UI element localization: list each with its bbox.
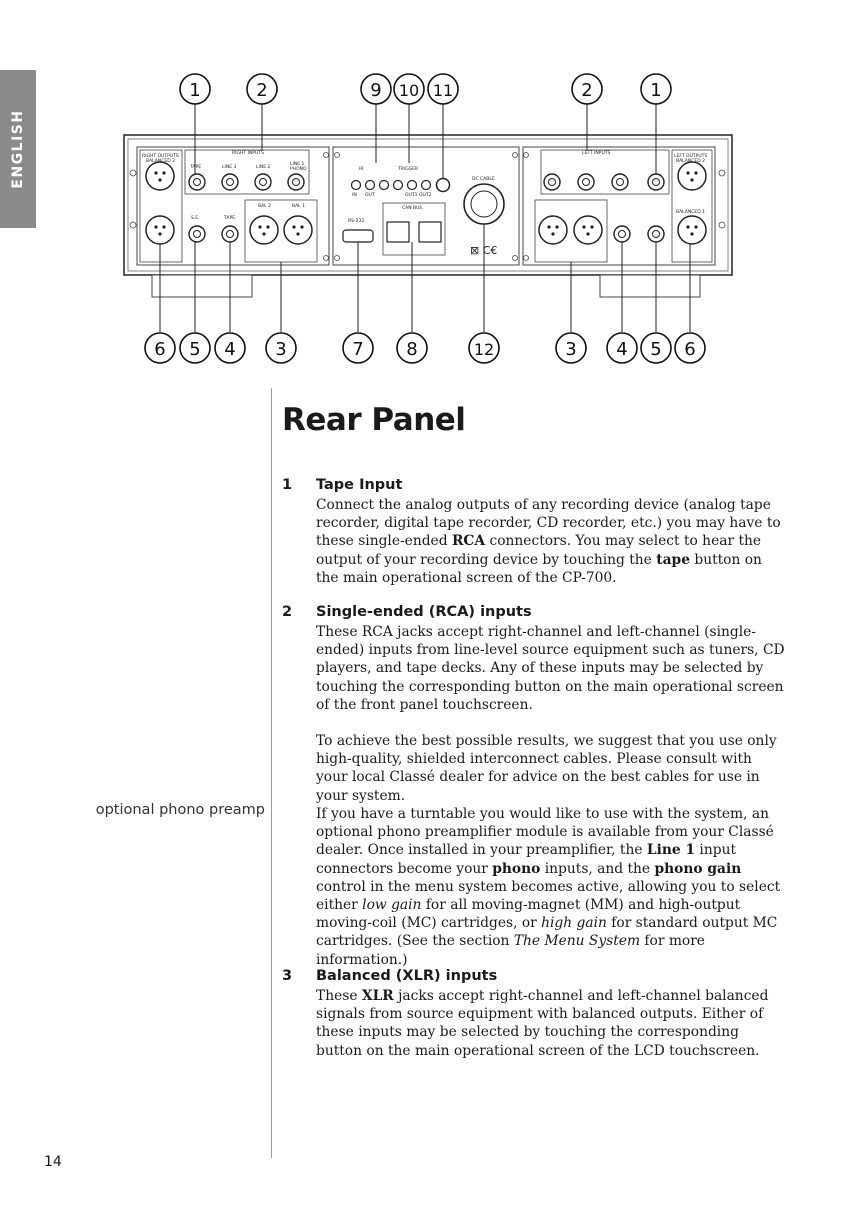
label-left-inputs: LEFT INPUTS	[582, 151, 611, 156]
rs232-port	[343, 230, 373, 242]
ce-mark: ⊠ C€	[470, 244, 498, 257]
section-paragraph: Connect the analog outputs of any recording device (analog tape recorder, digital tape recorder, CD recorder, etc.) you may have to these single-ended RCA connectors. You may select to hear the output of your recording device by touching the tape button on the main operational screen of the CP-700.	[316, 497, 781, 586]
rear-panel-diagram	[0, 70, 868, 370]
callout-bottom-4b: 4	[616, 339, 628, 360]
can-in-port	[387, 222, 409, 242]
callout-top-10: 10	[398, 81, 420, 100]
label-tape: TAPE	[190, 165, 202, 170]
ground-post	[437, 179, 450, 192]
language-tab-label: ENGLISH	[10, 109, 26, 189]
callout-bottom-6: 6	[154, 339, 166, 360]
label-right-outputs: RIGHT OUTPUTS	[142, 154, 179, 159]
page-number: 14	[44, 1154, 62, 1170]
section-paragraph: These XLR jacks accept right-channel and left-channel balanced signals from source equipment with balanced outputs. Either of these inputs may be selected by touching the corresponding button on the main operational screen of the LCD touchscreen.	[316, 988, 769, 1059]
label-phono: PHONO	[290, 167, 307, 172]
callout-bottom-4: 4	[224, 339, 236, 360]
label-line2: LINE 2	[256, 165, 271, 170]
page-title: Rear Panel	[282, 402, 466, 438]
label-in: IN	[352, 193, 357, 198]
callout-bottom-6b: 6	[684, 339, 696, 360]
label-bal2: BAL 2	[258, 204, 271, 209]
label-ir: IR	[359, 167, 364, 172]
label-trigger: TRIGGER	[398, 167, 419, 172]
section-heading: Single-ended (RCA) inputs	[316, 604, 532, 620]
margin-note: optional phono preamp	[95, 802, 265, 818]
callout-bottom-8: 8	[406, 339, 418, 360]
section-heading: Balanced (XLR) inputs	[316, 968, 498, 984]
label-out2: OUT2	[419, 193, 432, 198]
foot-right	[600, 275, 700, 297]
label-can-bus: CAN BUS	[402, 206, 423, 211]
callout-top-2b: 2	[581, 80, 593, 101]
can-out-port	[419, 222, 441, 242]
foot-left	[152, 275, 252, 297]
section-number: 3	[282, 968, 293, 984]
callout-bottom-7: 7	[352, 339, 364, 360]
callout-top-2: 2	[256, 80, 268, 101]
label-out: OUT	[365, 193, 375, 198]
callout-bottom-3b: 3	[565, 339, 577, 360]
label-line3: LINE 3	[222, 165, 237, 170]
section-paragraph: These RCA jacks accept right-channel and left-channel (single-ended) inputs from line-level source equipment such as tuners, CD players, and tape decks. Any of these inputs may be selected by touching the corresponding button on the main operational screen of the front panel touchscreen.	[316, 624, 785, 713]
label-balanced-1: BALANCED 1	[676, 210, 705, 215]
section-paragraph: To achieve the best possible results, we suggest that you use only high-quality, shielded interconnect cables. Please consult with your local Classé dealer for advice on the best cables for use in your system.	[316, 733, 777, 804]
label-out1: OUT1	[405, 193, 418, 198]
column-divider	[271, 388, 272, 1158]
label-tape2: TAPE	[224, 216, 236, 221]
section-number: 1	[282, 477, 293, 493]
label-line1: LINE 1	[290, 162, 305, 167]
callout-circles-top	[180, 74, 671, 104]
section-heading: Tape Input	[316, 477, 403, 493]
label-bal1: BAL 1	[292, 204, 305, 209]
dc-cable-connector	[464, 184, 504, 224]
section-paragraph: If you have a turntable you would like to use with the system, an optional phono preamplifier module is available from your Classé dealer. Once installed in your preamplifier, the Line 1 input connectors become your phono inputs, and the phono gain control in the menu system becomes active, allowing you to select either low gain for all moving-magnet (MM) and high-output moving-coil (MC) cartridges, or high gain for standard output MC cartridges. (See the section The Menu System for more information.)	[316, 806, 781, 968]
label-left-outputs: LEFT OUTPUTS	[674, 154, 708, 159]
callout-top-1: 1	[189, 80, 201, 101]
label-se: S.E.	[191, 216, 200, 221]
callout-bottom-5b: 5	[650, 339, 662, 360]
section-number: 2	[282, 604, 293, 620]
label-rs232: RS-232	[348, 219, 365, 224]
label-balanced-2-l: BALANCED 2	[676, 159, 705, 164]
label-dc-cable: DC CABLE	[472, 177, 495, 182]
callout-top-11: 11	[432, 81, 454, 100]
callout-bottom-12: 12	[473, 340, 495, 359]
chassis-outline	[124, 135, 732, 275]
callout-bottom-3: 3	[275, 339, 287, 360]
label-right-inputs: RIGHT INPUTS	[232, 151, 264, 156]
label-balanced-2-r: BALANCED 2	[146, 159, 175, 164]
callout-top-1b: 1	[650, 80, 662, 101]
callout-bottom-5: 5	[189, 339, 201, 360]
callout-top-9: 9	[370, 80, 382, 101]
